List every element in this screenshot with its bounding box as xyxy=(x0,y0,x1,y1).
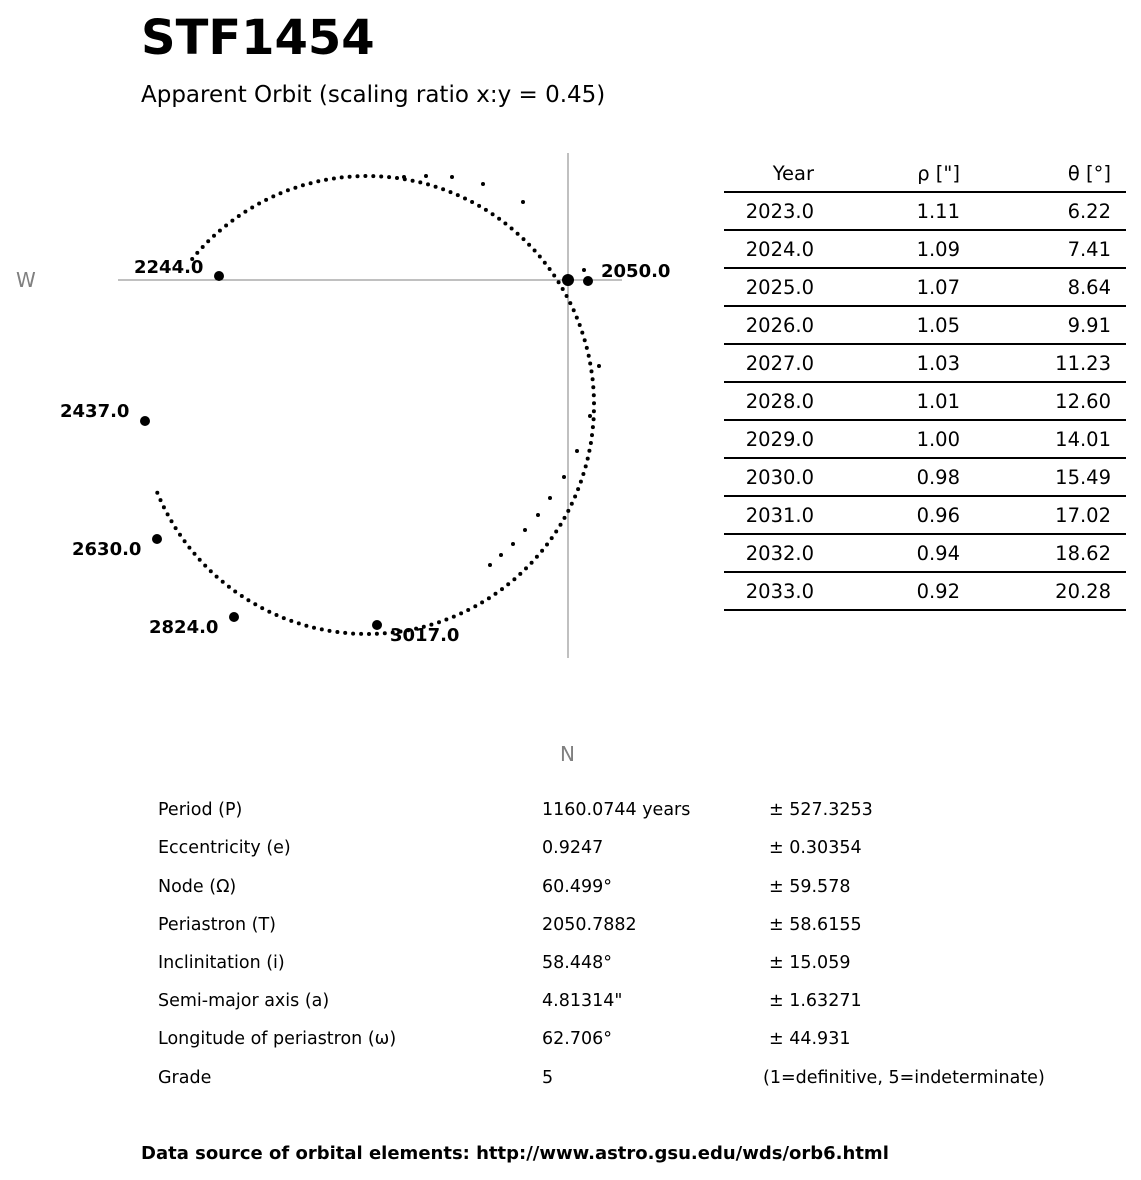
orbit-point xyxy=(521,200,525,204)
orbit-point xyxy=(183,539,187,543)
ephemeris-rho: 0.92 xyxy=(814,572,960,610)
orbit-point xyxy=(240,594,244,598)
ephemeris-rho: 1.09 xyxy=(814,230,960,268)
epoch-marker xyxy=(140,416,150,426)
orbit-point xyxy=(581,472,585,476)
epoch-label: 2437.0 xyxy=(60,401,130,422)
ephemeris-table xyxy=(724,155,1126,611)
element-value: 62.706° xyxy=(542,1029,612,1049)
orbit-point xyxy=(340,175,344,179)
orbit-point xyxy=(301,183,305,187)
orbit-point xyxy=(562,475,566,479)
orbit-point xyxy=(572,308,576,312)
orbit-point xyxy=(506,582,510,586)
orbit-point xyxy=(367,632,371,636)
orbit-point xyxy=(459,611,463,615)
orbit-point xyxy=(590,433,594,437)
header-rho: ρ ["] xyxy=(814,155,960,192)
ephemeris-theta: 14.01 xyxy=(960,420,1126,458)
orbit-point xyxy=(260,606,264,610)
orbit-point xyxy=(178,533,182,537)
orbit-point xyxy=(275,613,279,617)
ephemeris-rho: 0.94 xyxy=(814,534,960,572)
element-name: Eccentricity (e) xyxy=(158,838,291,858)
orbit-point xyxy=(566,509,570,513)
orbit-point xyxy=(328,629,332,633)
ephemeris-theta: 7.41 xyxy=(960,230,1126,268)
orbit-point xyxy=(587,449,591,453)
orbit-point xyxy=(170,519,174,523)
orbit-point xyxy=(591,425,595,429)
ephemeris-year: 2032.0 xyxy=(724,534,814,572)
element-name: Inclinitation (i) xyxy=(158,953,285,973)
ephemeris-header-row xyxy=(724,155,1126,192)
element-name: Grade xyxy=(158,1068,212,1088)
orbit-point xyxy=(246,598,250,602)
element-name: Semi-major axis (a) xyxy=(158,991,330,1011)
element-error: ± 15.059 xyxy=(769,953,851,973)
orbit-point xyxy=(511,542,515,546)
orbit-point xyxy=(449,190,453,194)
orbit-point xyxy=(426,182,430,186)
orbit-point xyxy=(563,516,567,520)
ephemeris-year: 2023.0 xyxy=(724,192,814,230)
element-value: 5 xyxy=(542,1068,554,1088)
orbit-point xyxy=(230,219,234,223)
orbit-point xyxy=(559,523,563,527)
ephemeris-theta: 15.49 xyxy=(960,458,1126,496)
orbit-point xyxy=(584,464,588,468)
orbit-point xyxy=(221,580,225,584)
orbit-point xyxy=(215,575,219,579)
element-error: ± 59.578 xyxy=(769,877,851,897)
element-name: Longitude of periastron (ω) xyxy=(158,1029,397,1049)
orbit-point xyxy=(590,369,594,373)
orbit-point xyxy=(588,414,592,418)
orbit-point xyxy=(518,572,522,576)
orbit-point xyxy=(592,417,596,421)
ephemeris-row xyxy=(724,230,1126,268)
ephemeris-theta: 17.02 xyxy=(960,496,1126,534)
orbit-point xyxy=(293,186,297,190)
ephemeris-theta: 9.91 xyxy=(960,306,1126,344)
orbit-point xyxy=(591,377,595,381)
ephemeris-rho: 0.98 xyxy=(814,458,960,496)
orbit-point xyxy=(375,632,379,636)
orbit-point xyxy=(343,631,347,635)
orbit-point xyxy=(456,193,460,197)
epoch-label: 2630.0 xyxy=(72,539,142,560)
orbit-point xyxy=(257,202,261,206)
orbit-point xyxy=(580,331,584,335)
orbit-point xyxy=(568,301,572,305)
orbit-point xyxy=(530,561,534,565)
orbit-point xyxy=(576,487,580,491)
orbit-point xyxy=(522,237,526,241)
orbit-point xyxy=(503,222,507,226)
element-error: (1=definitive, 5=indeterminate) xyxy=(763,1068,1045,1088)
orbit-point xyxy=(536,513,540,517)
orbit-point xyxy=(253,602,257,606)
orbit-point xyxy=(289,619,293,623)
orbit-point xyxy=(203,564,207,568)
orbit-point xyxy=(297,621,301,625)
orbit-point xyxy=(174,526,178,530)
ephemeris-row xyxy=(724,420,1126,458)
orbit-point xyxy=(312,626,316,630)
ephemeris-year: 2033.0 xyxy=(724,572,814,610)
orbit-point xyxy=(162,505,166,509)
epoch-marker xyxy=(214,271,224,281)
element-value: 60.499° xyxy=(542,877,612,897)
orbit-point xyxy=(206,239,210,243)
orbit-point xyxy=(575,316,579,320)
orbit-point xyxy=(450,175,454,179)
ephemeris-theta: 18.62 xyxy=(960,534,1126,572)
orbit-point xyxy=(588,362,592,366)
orbit-point xyxy=(316,179,320,183)
orbit-point xyxy=(552,274,556,278)
west-label: W xyxy=(16,268,36,292)
epoch-label: 2244.0 xyxy=(134,257,204,278)
orbit-point xyxy=(466,608,470,612)
orbit-point xyxy=(516,232,520,236)
orbit-point xyxy=(227,585,231,589)
north-label: N xyxy=(560,742,575,766)
ephemeris-rho: 1.00 xyxy=(814,420,960,458)
orbit-point xyxy=(512,577,516,581)
orbit-point xyxy=(491,212,495,216)
epoch-marker xyxy=(372,620,382,630)
orbit-point xyxy=(488,563,492,567)
epoch-marker xyxy=(583,276,593,286)
orbit-point xyxy=(379,175,383,179)
ephemeris-theta: 8.64 xyxy=(960,268,1126,306)
orbit-point xyxy=(250,206,254,210)
orbit-point xyxy=(570,502,574,506)
element-error: ± 44.931 xyxy=(769,1029,851,1049)
orbit-point xyxy=(395,176,399,180)
orbit-point xyxy=(212,234,216,238)
orbit-point xyxy=(348,175,352,179)
orbit-point xyxy=(402,175,406,179)
orbit-point xyxy=(545,543,549,547)
ephemeris-rho: 1.11 xyxy=(814,192,960,230)
orbit-point xyxy=(538,255,542,259)
data-source: Data source of orbital elements: http://www.astro.gsu.edu/wds/orb6.html xyxy=(141,1143,889,1164)
orbit-point xyxy=(195,251,199,255)
orbit-point xyxy=(554,530,558,534)
orbit-point xyxy=(437,620,441,624)
ephemeris-theta: 6.22 xyxy=(960,192,1126,230)
ephemeris-row xyxy=(724,268,1126,306)
ephemeris-year: 2024.0 xyxy=(724,230,814,268)
orbit-point xyxy=(418,180,422,184)
ephemeris-theta: 12.60 xyxy=(960,382,1126,420)
orbit-point xyxy=(477,204,481,208)
ephemeris-rho: 1.01 xyxy=(814,382,960,420)
orbit-point xyxy=(332,177,336,181)
ephemeris-theta: 11.23 xyxy=(960,344,1126,382)
orbit-point xyxy=(335,630,339,634)
orbit-point xyxy=(155,491,159,495)
ephemeris-row xyxy=(724,382,1126,420)
orbit-point xyxy=(592,409,596,413)
orbit-point xyxy=(470,200,474,204)
orbit-point xyxy=(533,249,537,253)
orbit-point xyxy=(233,590,237,594)
orbit-point xyxy=(463,197,467,201)
orbit-point xyxy=(586,457,590,461)
ephemeris-row xyxy=(724,534,1126,572)
orbit-point xyxy=(218,229,222,233)
orbit-point xyxy=(487,596,491,600)
orbit-point xyxy=(271,194,275,198)
ephemeris-year: 2028.0 xyxy=(724,382,814,420)
orbit-point xyxy=(557,280,561,284)
ephemeris-row xyxy=(724,344,1126,382)
orbit-point xyxy=(320,627,324,631)
orbit-point xyxy=(585,346,589,350)
ephemeris-row xyxy=(724,192,1126,230)
orbit-point xyxy=(434,185,438,189)
element-value: 1160.0744 years xyxy=(542,800,691,820)
element-name: Periastron (T) xyxy=(158,915,276,935)
ephemeris-rho: 0.96 xyxy=(814,496,960,534)
orbit-point xyxy=(540,549,544,553)
orbit-point xyxy=(279,191,283,195)
orbit-point xyxy=(473,604,477,608)
ephemeris-year: 2027.0 xyxy=(724,344,814,382)
orbit-point xyxy=(198,558,202,562)
element-value: 0.9247 xyxy=(542,838,604,858)
element-error: ± 58.6155 xyxy=(769,915,862,935)
orbit-point xyxy=(592,401,596,405)
orbit-point xyxy=(359,632,363,636)
ephemeris-year: 2026.0 xyxy=(724,306,814,344)
orbit-point xyxy=(201,245,205,249)
orbit-point xyxy=(411,179,415,183)
orbit-point xyxy=(371,174,375,178)
orbit-point xyxy=(523,528,527,532)
orbit-point xyxy=(484,208,488,212)
element-value: 58.448° xyxy=(542,953,612,973)
orbit-point xyxy=(264,198,268,202)
orbit-point xyxy=(550,536,554,540)
orbit-point xyxy=(543,261,547,265)
ephemeris-year: 2030.0 xyxy=(724,458,814,496)
orbit-point xyxy=(527,243,531,247)
orbit-point xyxy=(351,632,355,636)
orbit-point xyxy=(387,175,391,179)
ephemeris-theta: 20.28 xyxy=(960,572,1126,610)
element-error: ± 0.30354 xyxy=(769,838,862,858)
element-error: ± 527.3253 xyxy=(769,800,873,820)
ephemeris-row xyxy=(724,572,1126,610)
orbit-plot xyxy=(0,0,700,780)
epoch-marker xyxy=(152,534,162,544)
orbit-point xyxy=(193,552,197,556)
epoch-label: 2050.0 xyxy=(601,261,671,282)
orbit-point xyxy=(597,364,601,368)
orbit-point xyxy=(363,174,367,178)
orbit-point xyxy=(592,393,596,397)
element-value: 2050.7882 xyxy=(542,915,637,935)
orbit-point xyxy=(589,441,593,445)
element-value: 4.81314" xyxy=(542,991,623,1011)
chart-subtitle: Apparent Orbit (scaling ratio x:y = 0.45) xyxy=(141,82,606,108)
orbit-point xyxy=(159,498,163,502)
header-year: Year xyxy=(724,155,814,192)
orbit-point xyxy=(166,512,170,516)
header-theta: θ [°] xyxy=(960,155,1126,192)
orbit-point xyxy=(304,624,308,628)
chart-title: STF1454 xyxy=(141,10,375,66)
orbit-point xyxy=(424,174,428,178)
ephemeris-rho: 1.03 xyxy=(814,344,960,382)
orbit-point xyxy=(548,267,552,271)
orbit-point xyxy=(267,610,271,614)
orbit-point xyxy=(575,449,579,453)
orbit-point xyxy=(187,546,191,550)
orbit-point xyxy=(583,338,587,342)
element-name: Node (Ω) xyxy=(158,877,237,897)
orbit-point xyxy=(500,587,504,591)
orbit-point xyxy=(282,616,286,620)
orbit-point xyxy=(324,178,328,182)
ephemeris-row xyxy=(724,496,1126,534)
primary-star xyxy=(562,274,574,286)
orbit-point xyxy=(237,214,241,218)
orbit-dots xyxy=(155,174,601,636)
orbit-point xyxy=(565,294,569,298)
ephemeris-row xyxy=(724,306,1126,344)
orbit-point xyxy=(383,631,387,635)
orbit-point xyxy=(587,354,591,358)
element-error: ± 1.63271 xyxy=(769,991,862,1011)
orbit-point xyxy=(579,480,583,484)
orbit-point xyxy=(497,217,501,221)
orbit-point xyxy=(561,287,565,291)
ephemeris-rho: 1.07 xyxy=(814,268,960,306)
orbit-point xyxy=(243,210,247,214)
orbit-point xyxy=(582,268,586,272)
orbit-point xyxy=(535,555,539,559)
orbit-point xyxy=(510,227,514,231)
orbit-point xyxy=(441,187,445,191)
epoch-label: 3017.0 xyxy=(390,625,460,646)
orbit-point xyxy=(494,592,498,596)
orbit-point xyxy=(444,618,448,622)
orbit-point xyxy=(573,495,577,499)
ephemeris-year: 2029.0 xyxy=(724,420,814,458)
ephemeris-year: 2025.0 xyxy=(724,268,814,306)
orbit-point xyxy=(524,566,528,570)
ephemeris-rho: 1.05 xyxy=(814,306,960,344)
orbit-point xyxy=(591,385,595,389)
orbit-point xyxy=(480,600,484,604)
orbit-point xyxy=(548,496,552,500)
ephemeris-year: 2031.0 xyxy=(724,496,814,534)
orbit-point xyxy=(481,182,485,186)
orbit-point xyxy=(452,615,456,619)
orbit-point xyxy=(578,323,582,327)
element-name: Period (P) xyxy=(158,800,243,820)
orbit-point xyxy=(286,188,290,192)
ephemeris-row xyxy=(724,458,1126,496)
epoch-marker xyxy=(229,612,239,622)
orbit-point xyxy=(356,174,360,178)
orbit-point xyxy=(309,181,313,185)
orbit-point xyxy=(224,224,228,228)
orbit-point xyxy=(209,569,213,573)
epoch-label: 2824.0 xyxy=(149,617,219,638)
orbit-point xyxy=(499,553,503,557)
